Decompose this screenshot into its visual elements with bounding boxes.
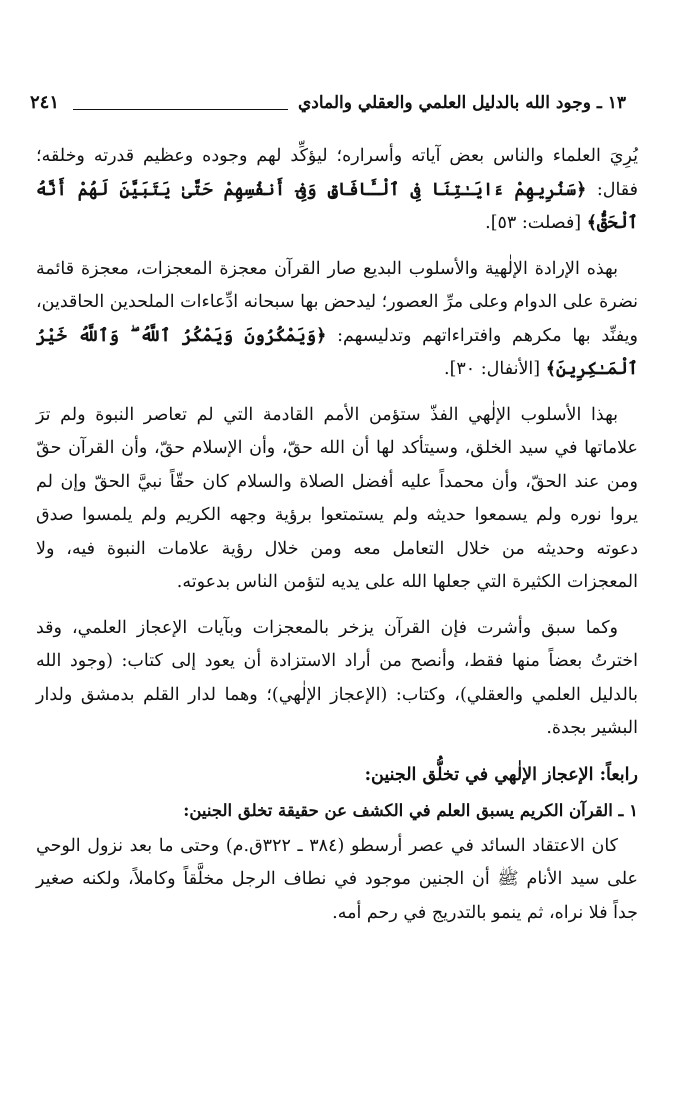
paragraph-2 [36, 253, 638, 387]
paragraph-5: كان الاعتقاد السائد في عصر أرسطو (٣٨٤ ـ ٣٢٢ق.م) وحتى ما بعد نزول الوحي على سيد الأنام ﷺ أن الجنين موجود في نطاف الرجل مخلَّقاً وكاملاً، ولكنه صغير جداً فلا نراه، ثم ينمو بالتدريج في رحم أمه. [36, 835, 638, 923]
paragraph-4: وكما سبق وأشرت فإن القرآن يزخر بالمعجزات وبآيات الإعجاز العلمي، وقد اخترتُ بعضاً منها فقط، وأنصح من أراد الاستزادة أن يعود إلى كتاب: (وجود الله بالدليل العلمي والعقلي)، وكتاب: (الإعجاز الإلٰهي)؛ وهما لدار القلم بدمشق ولدار البشير بجدة. [36, 617, 638, 738]
section-subheading: ١ ـ القرآن الكريم يسبق العلم في الكشف عن حقيقة تخلق الجنين: [183, 800, 638, 820]
quran-verse-1: ﴿سَنُرِيهِمْ ءَايَـٰتِنَا فِى ٱلْـَٔافَاقِ وَفِىٓ أَنفُسِهِمْ حَتَّىٰ يَتَبَيَّنَ لَهُمْ أَنَّهُ ٱلْحَقُّ﴾ [36, 179, 638, 233]
paragraph-2-text: بهذه الإرادة الإلٰهية والأسلوب البديع صار القرآن معجزة المعجزات، معجزة قائمة نضرة على الدوام وعلى مرِّ العصور؛ ليدحض بها سبحانه ادِّعاءات الملحدين الحاقدين، ويفنِّد بها مكرهم وافتراءاتهم وتدليسهم: [36, 258, 638, 346]
header-rule [73, 109, 288, 110]
paragraph-1-text: يُرِيَ العلماء والناس بعض آياته وأسراره؛ ليؤكِّد لهم وجوده وعظيم قدرته وخلقه؛ فقال: [36, 146, 638, 200]
chapter-title: ١٣ ـ وجود الله بالدليل العلمي والعقلي والمادي [297, 93, 626, 113]
verse-reference-1: [فصلت: ٥٣]. [485, 213, 582, 233]
running-header [30, 86, 626, 120]
page-content [36, 140, 638, 942]
verse-reference-2: [الأنفال: ٣٠]. [444, 359, 541, 379]
paragraph-3: بهذا الأسلوب الإلٰهي الفذّ ستؤمن الأمم القادمة التي لم تعاصر النبوة ولم ترَ علاماتها في سيد الخلق، وسيتأكد لها أن الله حقّ، وأن الإسلام حقّ، وأن القرآن حقّ ومن عند الحقّ، وأن محمداً عليه أفضل الصلاة والسلام كان حقّاً نبيَّ الحقّ وإن لم يروا نوره ولم يسمعوا حديثه ولم يستمتعوا برؤية وجهه الكريم ولم يلمسوا صدق دعوته وحديثه من خلال التعامل معه ومن خلال رؤية علامات النبوة فيه، ولا المعجزات الكثيرة التي جعلها الله على يديه لتؤمن الناس بدعوته. [36, 404, 638, 592]
page-number: ٢٤١ [30, 92, 60, 113]
section-heading: رابعاً: الإعجاز الإلٰهي في تخلُّق الجنين: [364, 764, 638, 785]
quran-verse-2: ﴿وَيَمْكُرُونَ وَيَمْكُرُ ٱللَّهُ ۖ وَٱللَّهُ خَيْرُ ٱلْمَـٰكِرِينَ﴾ [36, 325, 638, 379]
paragraph-1 [36, 140, 638, 241]
